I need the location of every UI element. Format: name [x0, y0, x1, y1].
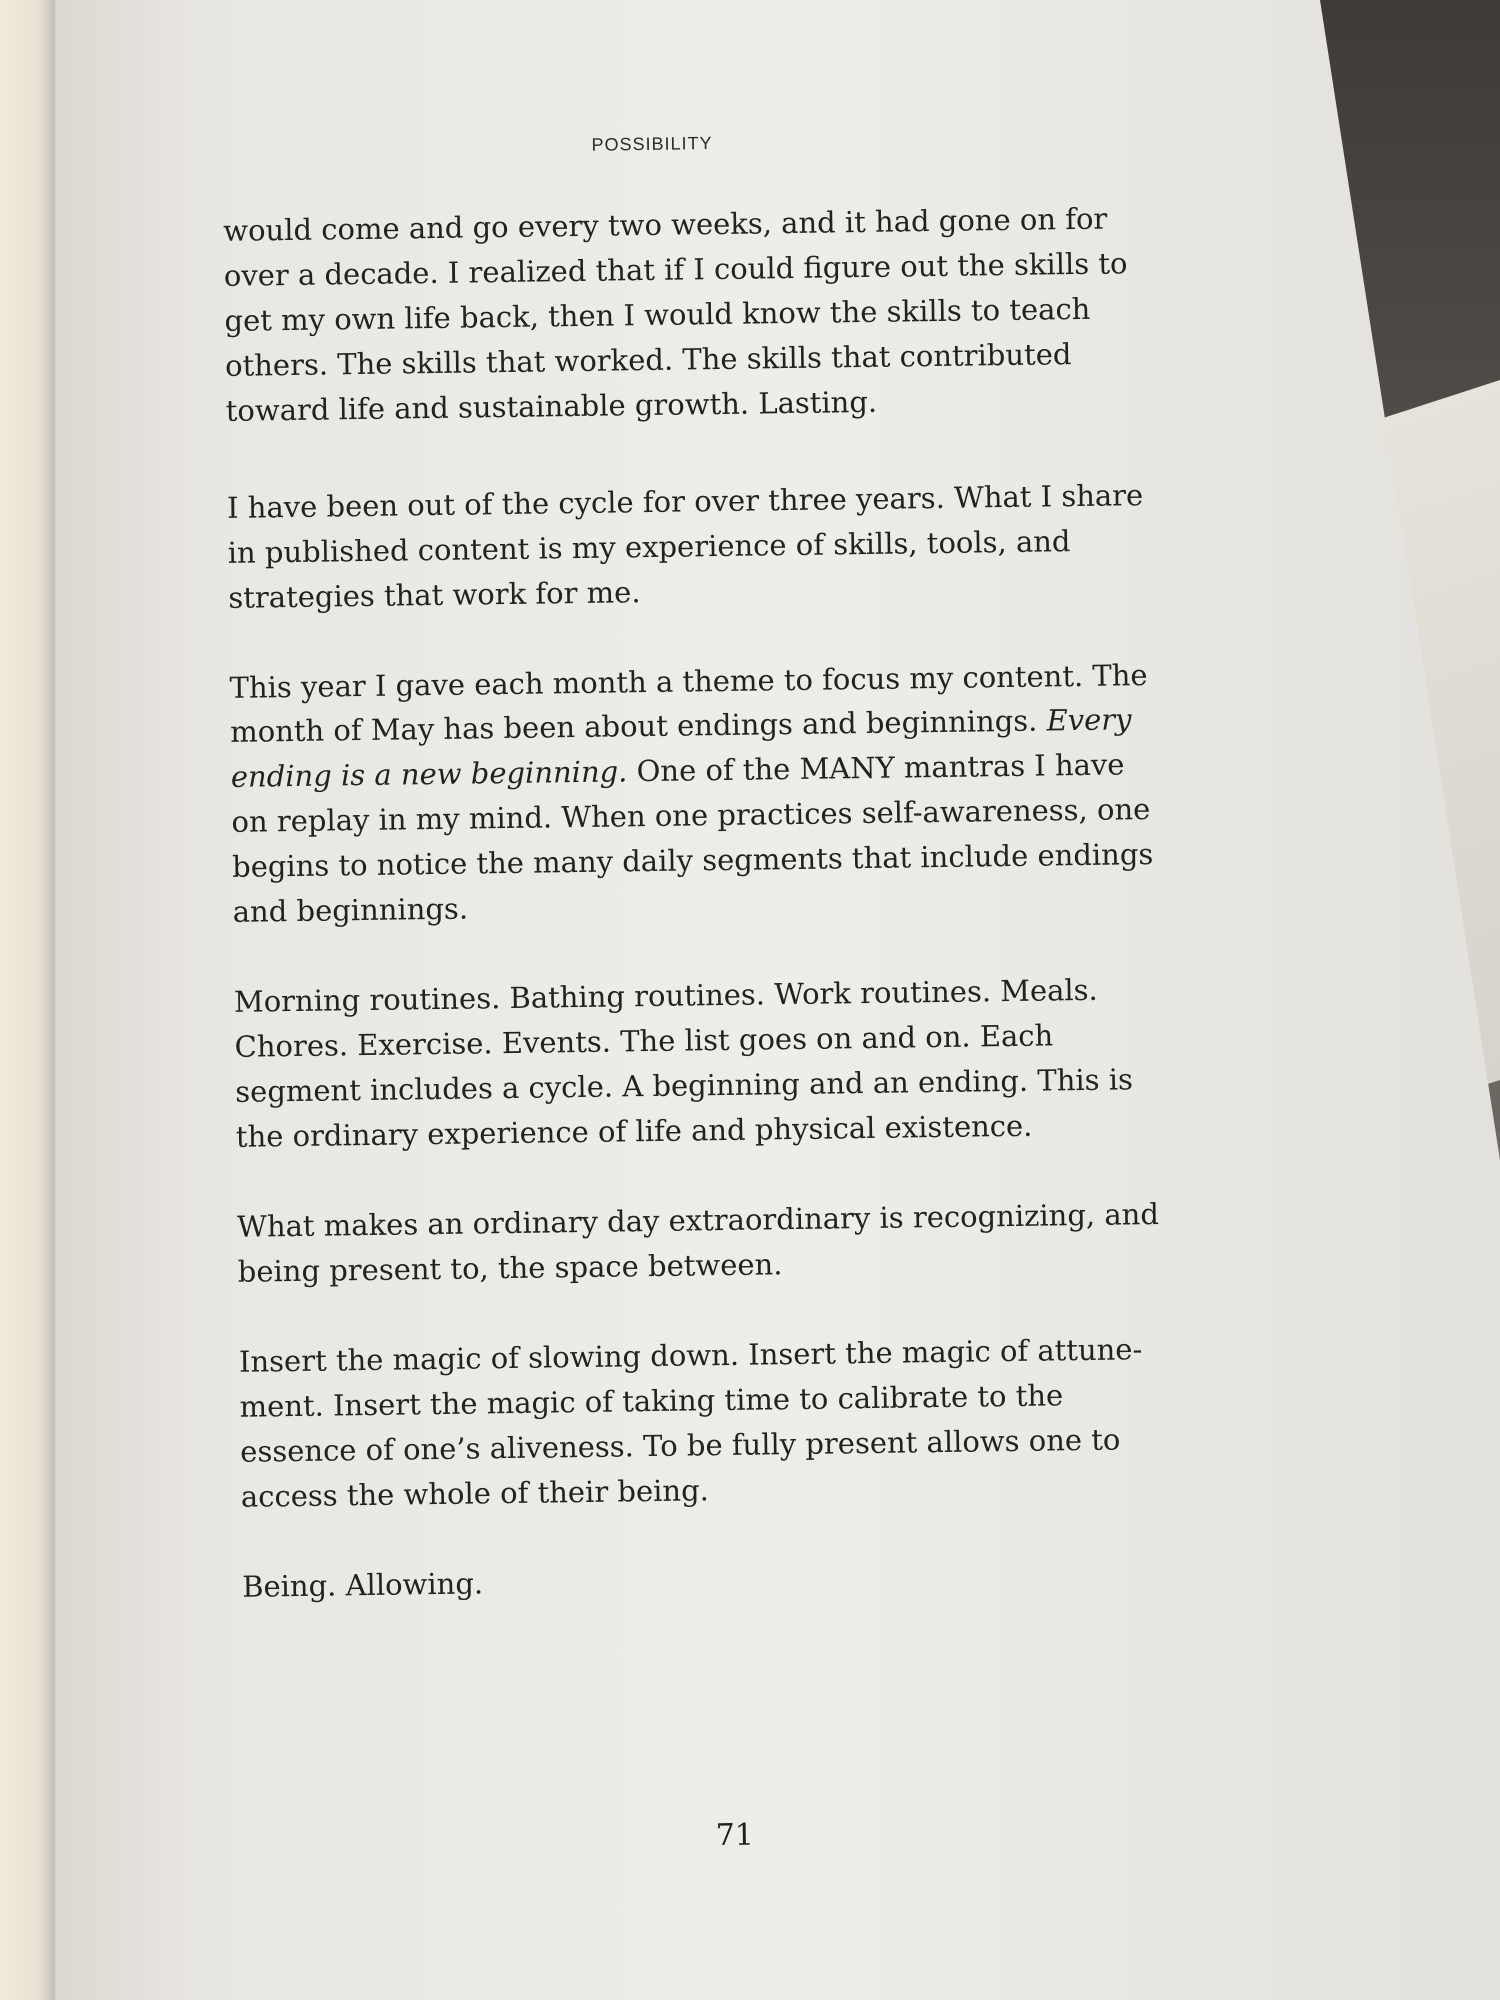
paragraph-6: Insert the magic of slowing down. Insert the magic of attune-ment. Insert the magic of taking time to calibrate to the essence of one’s aliveness. To be fully present allows one to access the whole of their being. [238, 1331, 1143, 1514]
running-head: POSSIBILITY [591, 133, 713, 155]
paragraph-7: Being. Allowing. [241, 1565, 484, 1604]
paragraph-3 [229, 652, 1163, 935]
paragraph-3-italic: Every ending is a new beginning. [230, 702, 1132, 795]
paragraph-3-text-b: One of the MANY mantras I have on replay in my mind. When one practices self-awareness, one begins to notice the many daily segments that include endings and beginnings. [231, 747, 1154, 930]
page-number: 71 [715, 1817, 755, 1854]
paragraph-2: I have been out of the cycle for over three years. What I share in published content is my experience of skills, tools, and strategies that work for me. [226, 477, 1144, 615]
paragraph-4: Morning routines. Bathing routines. Work routines. Meals. Chores. Exercise. Events. The list goes on and on. Each segment includes a cycle. A beginning and an ending. This is the ordinary experience of life and physical existence. [233, 972, 1134, 1154]
body-text [223, 196, 1173, 1654]
paragraph-5: What makes an ordinary day extraordinary is recognizing, and being present to, the space between. [236, 1196, 1160, 1289]
paragraph-1: would come and go every two weeks, and it had gone on for over a decade. I realized that if I could figure out the skills to get my own life back, then I would know the skills to teach others. The skills that worked. The skills that contributed toward life and sustainable growth. Lasting. [223, 201, 1128, 428]
paragraph-3-text-a: This year I gave each month a theme to focus my content. The month of May has been about endings and beginnings. [229, 657, 1148, 750]
